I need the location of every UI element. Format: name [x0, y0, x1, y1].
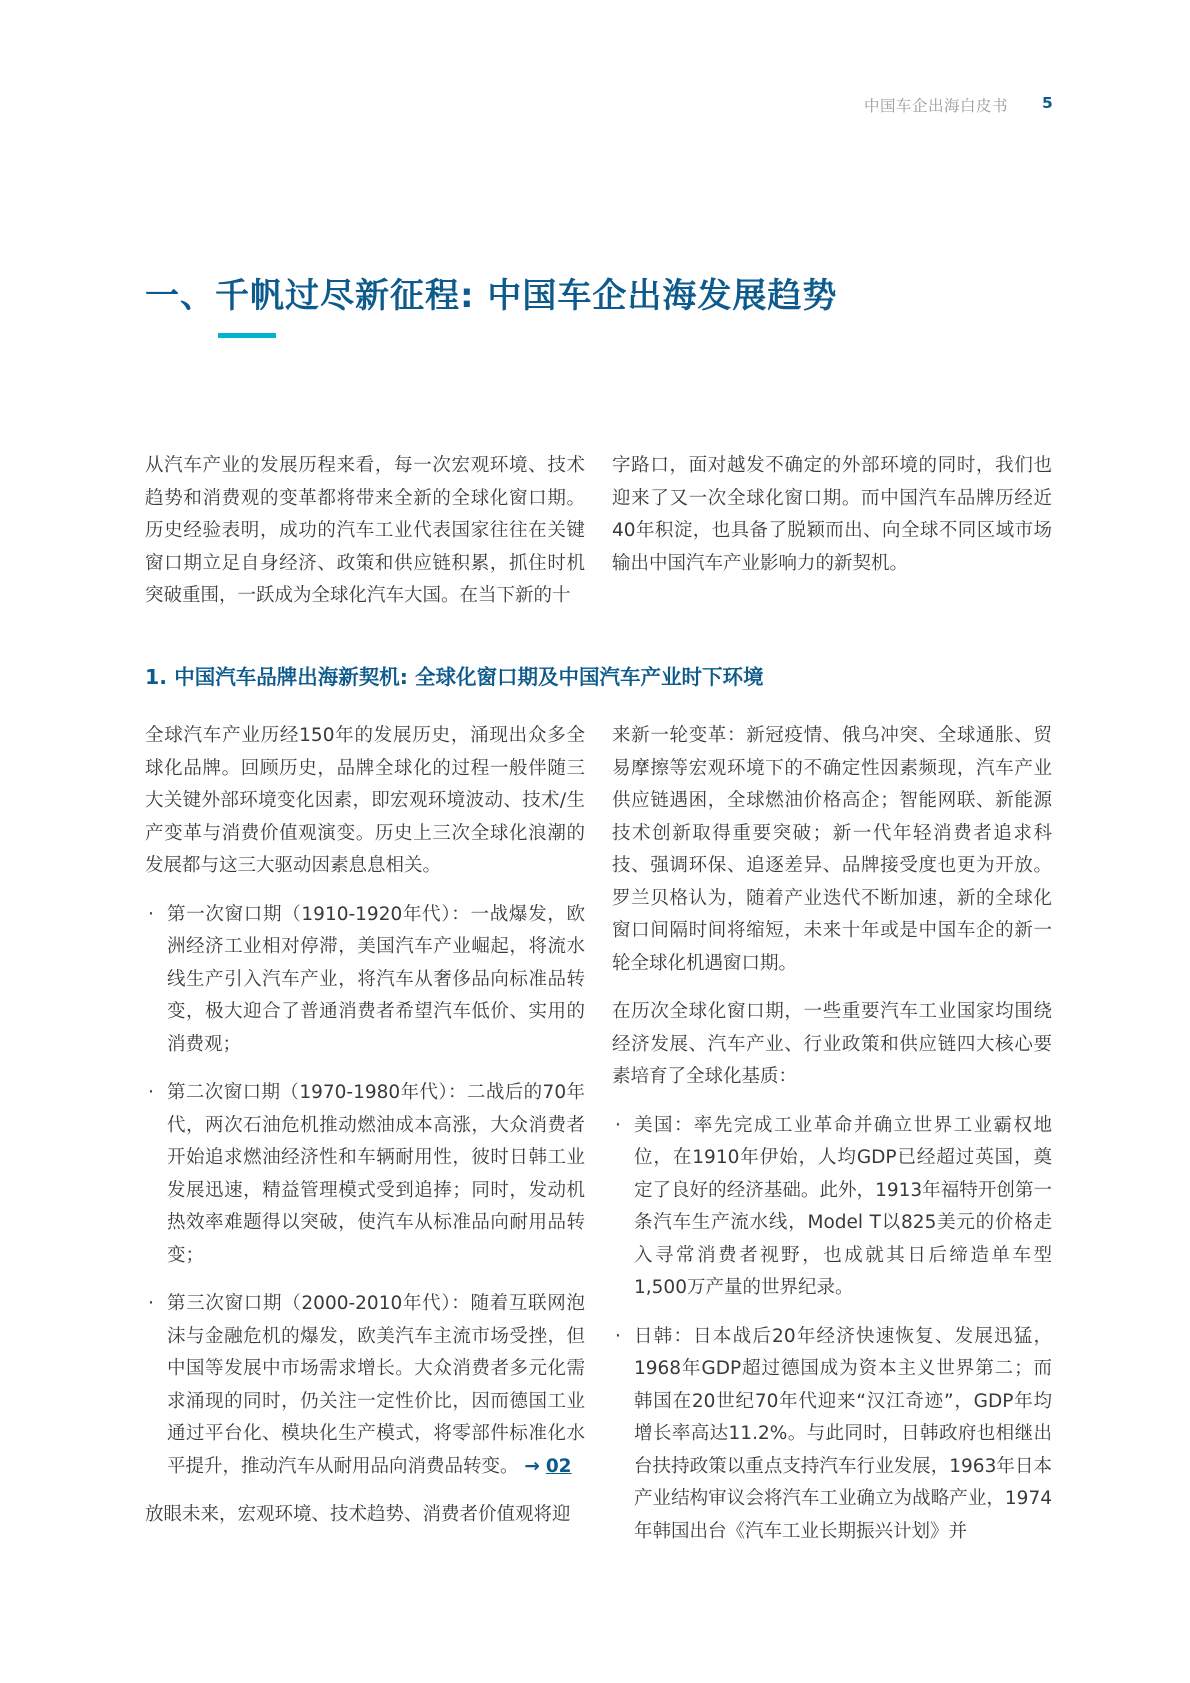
intro-right-column [612, 450, 1052, 580]
document-title: 中国车企出海白皮书 [863, 97, 1008, 115]
bullet-text: 第三次窗口期（2000-2010年代）：随着互联网泡沫与金融危机的爆发，欧美汽车主流市场受挫，但中国等发展中市场需求增长。大众消费者多元化需求涌现的同时，仍关注一定性价比，因而德国工业通过平台化、模块化生产模式，将零部件标准化水平提升，推动汽车从耐用品向消费品转变。 [167, 1293, 585, 1477]
reference-link-02[interactable]: 02 [545, 1455, 572, 1477]
section-left-column [145, 720, 585, 1532]
intro-left-column [145, 450, 585, 613]
intro-paragraph-left: 从汽车产业的发展历程来看，每一次宏观环境、技术趋势和消费观的变革都将带来全新的全球化窗口期。历史经验表明，成功的汽车工业代表国家往往在关键窗口期立足自身经济、政策和供应链积累，抓住时机突破重围，一跃成为全球化汽车大国。在当下新的十 [145, 455, 585, 606]
bullet-text: 美国：率先完成工业革命并确立世界工业霸权地位，在1910年伊始，人均GDP已经超过英国，奠定了良好的经济基础。此外，1913年福特开创第一条汽车生产流水线，Model T以825美元的价格走入寻常消费者视野，也成就其日后缔造单车型1,500万产量的世界纪录。 [634, 1114, 1052, 1298]
arrow-right-icon: → [524, 1455, 540, 1477]
bullet-text: 第二次窗口期（1970-1980年代）：二战后的70年代，两次石油危机推动燃油成本高涨，大众消费者开始追求燃油经济性和车辆耐用性，彼时日韩工业发展迅速，精益管理模式受到追捧；同时，发动机热效率难题得以突破，使汽车从标准品向耐用品转变； [167, 1082, 585, 1266]
bullet-marker: · [615, 1325, 621, 1347]
page-header [0, 94, 1190, 118]
core-elements-paragraph: 在历次全球化窗口期，一些重要汽车工业国家均围绕经济发展、汽车产业、行业政策和供应链四大核心要素培育了全球化基质： [612, 1001, 1052, 1087]
bullet-third-window [145, 1288, 585, 1483]
chapter-title: 一、千帆过尽新征程: 中国车企出海发展趋势 [145, 276, 838, 316]
bullet-japan-korea [612, 1321, 1052, 1549]
bullet-usa [612, 1110, 1052, 1305]
section-right-column [612, 720, 1052, 1548]
bullet-marker: · [148, 1082, 154, 1103]
section-intro-paragraph: 全球汽车产业历经150年的发展历史，涌现出众多全球化品牌。回顾历史，品牌全球化的过程一般伴随三大关键外部环境变化因素，即宏观环境波动、技术/生产变革与消费价值观演变。历史上三次全球化浪潮的发展都与这三大驱动因素息息相关。 [145, 725, 585, 876]
page-number: 5 [1042, 94, 1053, 112]
bullet-second-window [145, 1077, 585, 1272]
bullet-text: 第一次窗口期（1910-1920年代）：一战爆发，欧洲经济工业相对停滞，美国汽车产业崛起，将流水线生产引入汽车产业，将汽车从奢侈品向标准品转变，极大迎合了普通消费者希望汽车低价、实用的消费观； [167, 903, 585, 1055]
intro-paragraph-right: 字路口，面对越发不确定的外部环境的同时，我们也迎来了又一次全球化窗口期。而中国汽车品牌历经近40年积淀，也具备了脱颖而出、向全球不同区域市场输出中国汽车产业影响力的新契机。 [612, 455, 1052, 574]
section-heading: 1. 中国汽车品牌出海新契机: 全球化窗口期及中国汽车产业时下环境 [145, 665, 764, 689]
bullet-marker: · [148, 903, 154, 925]
bullet-text: 日韩：日本战后20年经济快速恢复、发展迅猛，1968年GDP超过德国成为资本主义世界第二；而韩国在20世纪70年代迎来“汉江奇迹”，GDP年均增长率高达11.2%。与此同时，日韩政府也相继出台扶持政策以重点支持汽车行业发展，1963年日本产业结构审议会将汽车工业确立为战略产业，1974 年韩国出台《汽车工业长期振兴计划》并 [634, 1325, 1052, 1542]
section-outro-paragraph: 放眼未来，宏观环境、技术趋势、消费者价值观将迎 [145, 1504, 571, 1525]
title-underline-rule [218, 333, 276, 338]
bullet-marker: · [615, 1114, 621, 1136]
future-change-paragraph: 来新一轮变革：新冠疫情、俄乌冲突、全球通胀、贸易摩擦等宏观环境下的不确定性因素频现，汽车产业供应链遇困，全球燃油价格高企；智能网联、新能源技术创新取得重要突破；新一代年轻消费者追求科技、强调环保、追逐差异、品牌接受度也更为开放。罗兰贝格认为，随着产业迭代不断加速，新的全球化窗口间隔时间将缩短，未来十年或是中国车企的新一轮全球化机遇窗口期。 [612, 725, 1052, 974]
bullet-marker: · [148, 1293, 154, 1314]
bullet-first-window [145, 899, 585, 1062]
